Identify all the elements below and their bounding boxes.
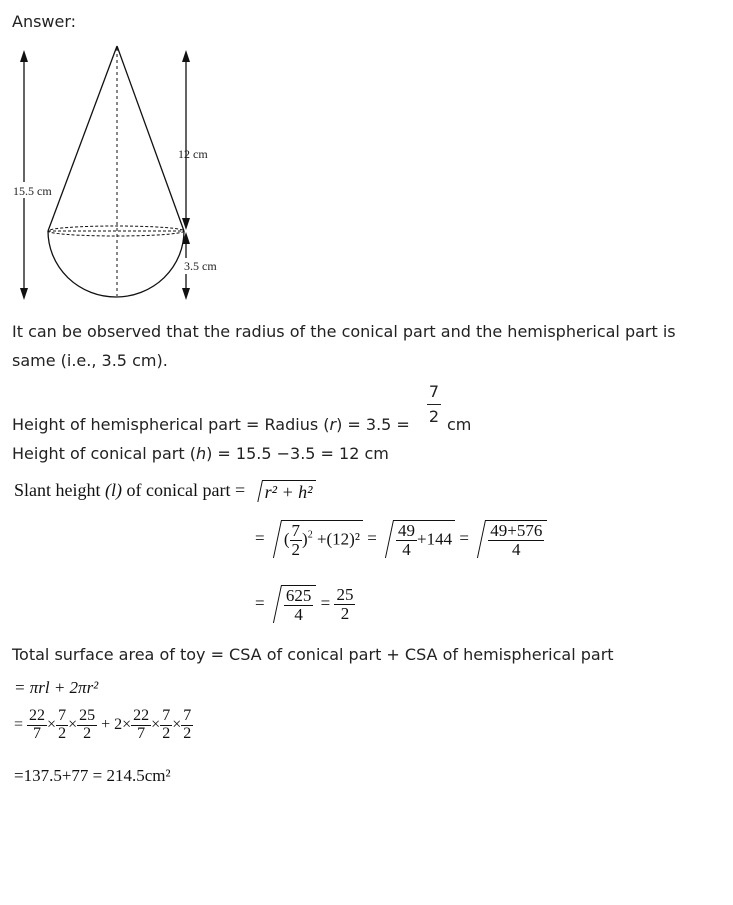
cone-hemisphere-figure xyxy=(0,38,240,308)
slant-calc-line-3: = $\frac{625}{4}$ = $\frac{25}{2}$ xyxy=(255,585,354,624)
slant-calc-line-2: = ( $\frac{7}{2}$ )$^2$ +(12)² = $\frac{49}{4}$ +144 = $\frac{49+576}{4}$ xyxy=(255,520,547,559)
label-cone-height: 12 cm xyxy=(178,147,208,161)
tsa-calculation: = $\frac{22}{7}$ × $\frac{7}{2}$ × $\frac{25}{2}$ + 2× $\frac{22}{7}$ × $\frac{7}{2}$ × $\frac{7}{2}$ xyxy=(14,707,192,742)
hemi-height-fraction: 7 2 xyxy=(428,382,440,426)
slant-root: r² + h² xyxy=(262,480,316,503)
tsa-line: Total surface area of toy = CSA of conical part + CSA of hemispherical part xyxy=(12,645,614,664)
hemi-height-line: Height of hemispherical part = Radius (r) = 3.5 = xyxy=(12,415,410,434)
slant-height-heading: Slant height (l) of conical part = r² + h² xyxy=(14,480,316,503)
observation-line-1: It can be observed that the radius of the conical part and the hemispherical part is xyxy=(12,322,676,341)
answer-label: Answer: xyxy=(12,12,77,31)
cone-height-line: Height of conical part (h) = 15.5 −3.5 = 12 cm xyxy=(12,444,389,463)
tsa-formula: = πrl + 2πr² xyxy=(14,678,99,697)
hemi-height-unit: cm xyxy=(447,415,472,434)
tsa-result: =137.5+77 = 214.5cm² xyxy=(14,766,171,785)
label-hemi-height: 3.5 cm xyxy=(184,259,217,273)
label-total-height: 15.5 cm xyxy=(13,184,52,198)
observation-line-2: same (i.e., 3.5 cm). xyxy=(12,351,168,370)
